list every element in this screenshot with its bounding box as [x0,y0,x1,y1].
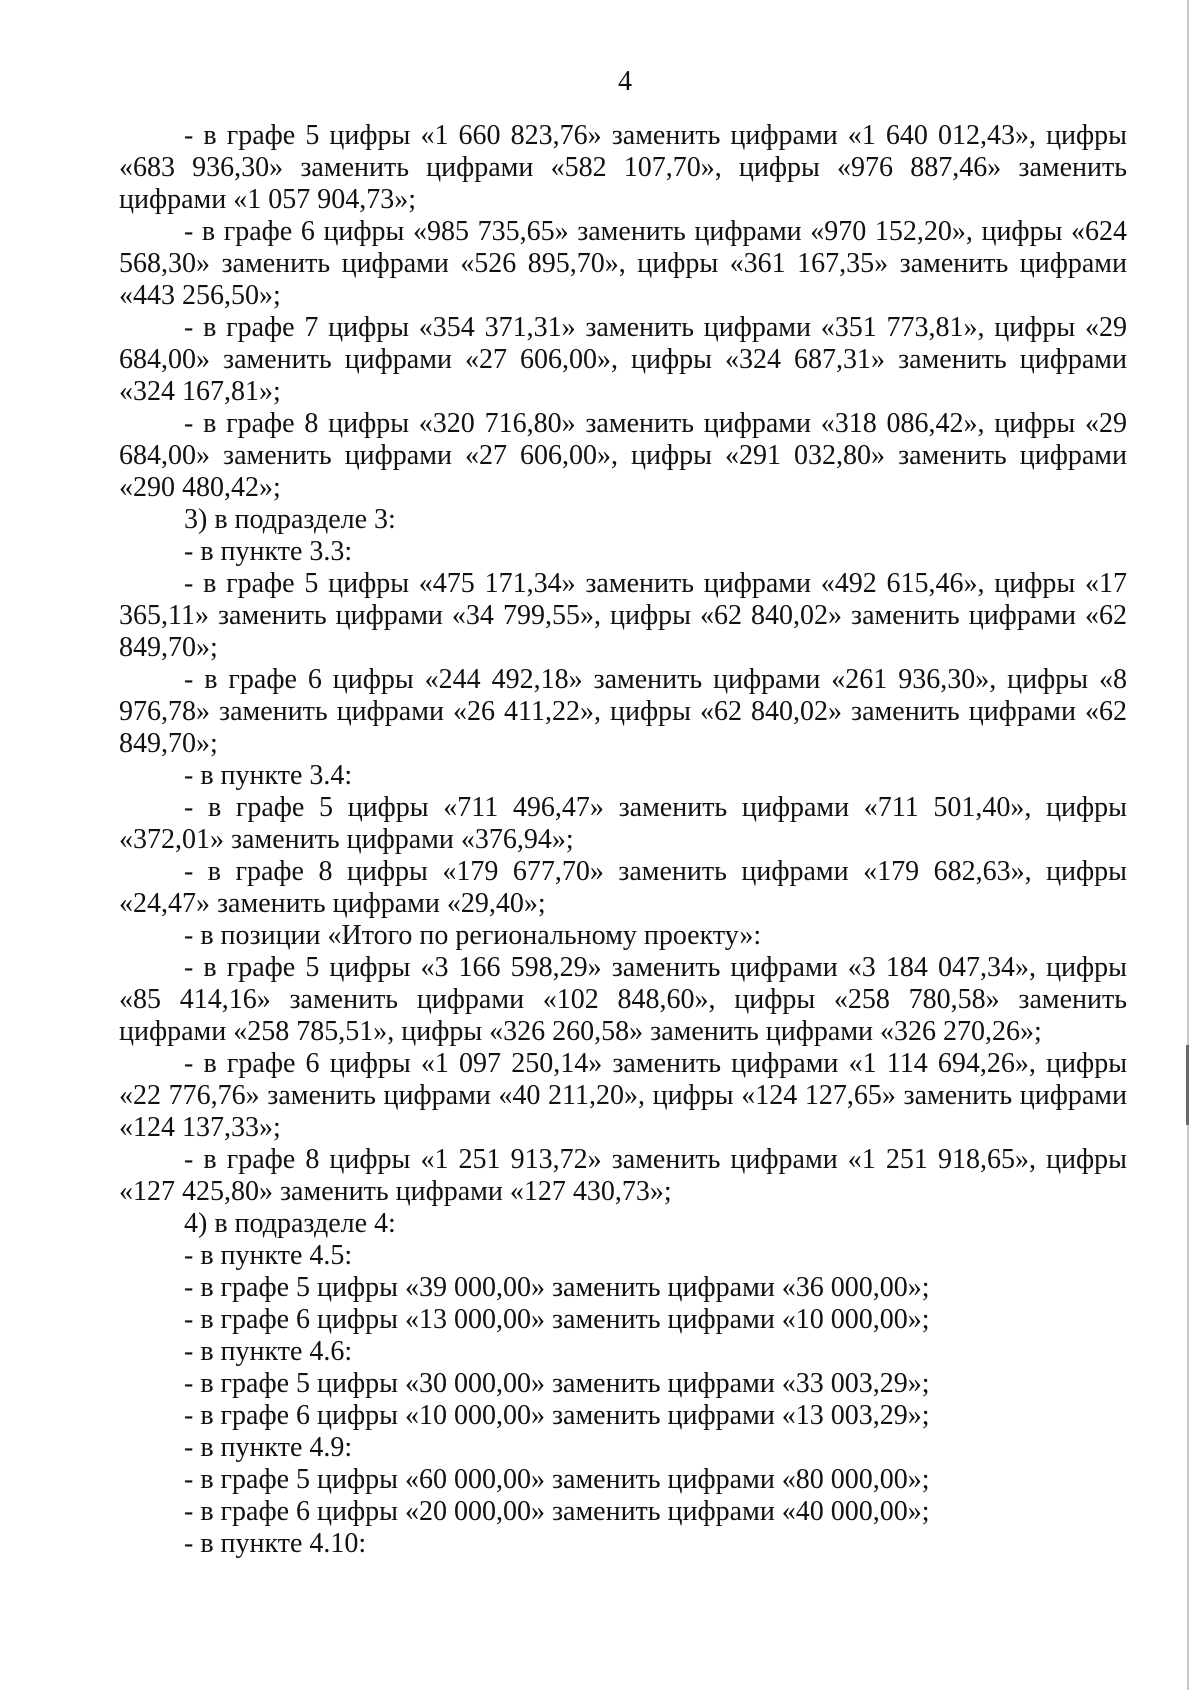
paragraph: 3) в подразделе 3: [184,504,396,535]
paragraph: - в графе 5 цифры «39 000,00» заменить цифрами «36 000,00»; [184,1272,930,1303]
paragraph: - в графе 8 цифры «320 716,80» заменить цифрами «318 086,42», цифры «29 684,00» заменить цифрами «27 606,00», цифры «291 032,80» заменить цифрами «290 480,42»; [119,408,1127,503]
paragraph: - в графе 5 цифры «711 496,47» заменить цифрами «711 501,40», цифры «372,01» заменить цифрами «376,94»; [119,792,1127,855]
paragraph: - в графе 5 цифры «60 000,00» заменить цифрами «80 000,00»; [184,1464,930,1495]
paragraph: - в графе 6 цифры «10 000,00» заменить цифрами «13 003,29»; [184,1400,930,1431]
paragraph: - в графе 7 цифры «354 371,31» заменить цифрами «351 773,81», цифры «29 684,00» заменить цифрами «27 606,00», цифры «324 687,31» заменить цифрами «324 167,81»; [119,312,1127,407]
paragraph: - в графе 5 цифры «475 171,34» заменить цифрами «492 615,46», цифры «17 365,11» заменить цифрами «34 799,55», цифры «62 840,02» заменить цифрами «62 849,70»; [119,568,1127,663]
paragraph: - в графе 6 цифры «20 000,00» заменить цифрами «40 000,00»; [184,1496,930,1527]
paragraph: - в графе 6 цифры «244 492,18» заменить цифрами «261 936,30», цифры «8 976,78» заменить цифрами «26 411,22», цифры «62 840,02» заменить цифрами «62 849,70»; [119,664,1127,759]
paragraph: - в пункте 3.3: [184,536,353,567]
paragraph: - в пункте 3.4: [184,760,353,791]
paragraph: - в графе 6 цифры «13 000,00» заменить цифрами «10 000,00»; [184,1304,930,1335]
paragraph: - в пункте 4.6: [184,1336,353,1367]
paragraph: - в пункте 4.9: [184,1432,353,1463]
scan-edge-mark [1186,1045,1189,1125]
paragraph: 4) в подразделе 4: [184,1208,396,1239]
page-number: 4 [618,66,632,97]
paragraph: - в графе 5 цифры «1 660 823,76» заменить цифрами «1 640 012,43», цифры «683 936,30» заменить цифрами «582 107,70», цифры «976 887,46» заменить цифрами «1 057 904,73»; [119,120,1127,215]
paragraph: - в графе 8 цифры «1 251 913,72» заменить цифрами «1 251 918,65», цифры «127 425,80» заменить цифрами «127 430,73»; [119,1144,1127,1207]
paragraph: - в позиции «Итого по региональному проекту»: [184,920,762,951]
paragraph: - в графе 6 цифры «1 097 250,14» заменить цифрами «1 114 694,26», цифры «22 776,76» заменить цифрами «40 211,20», цифры «124 127,65» заменить цифрами «124 137,33»; [119,1048,1127,1143]
paragraph: - в графе 5 цифры «3 166 598,29» заменить цифрами «3 184 047,34», цифры «85 414,16» заменить цифрами «102 848,60», цифры «258 780,58» заменить цифрами «258 785,51», цифры «326 260,58» заменить цифрами «326 270,26»; [119,952,1127,1047]
paragraph: - в пункте 4.10: [184,1528,367,1559]
paragraph: - в графе 6 цифры «985 735,65» заменить цифрами «970 152,20», цифры «624 568,30» заменить цифрами «526 895,70», цифры «361 167,35» заменить цифрами «443 256,50»; [119,216,1127,311]
paragraph: - в пункте 4.5: [184,1240,353,1271]
paragraph: - в графе 8 цифры «179 677,70» заменить цифрами «179 682,63», цифры «24,47» заменить цифрами «29,40»; [119,856,1127,919]
document-body [119,120,1127,1560]
paragraph: - в графе 5 цифры «30 000,00» заменить цифрами «33 003,29»; [184,1368,930,1399]
scan-edge [1187,0,1189,1690]
